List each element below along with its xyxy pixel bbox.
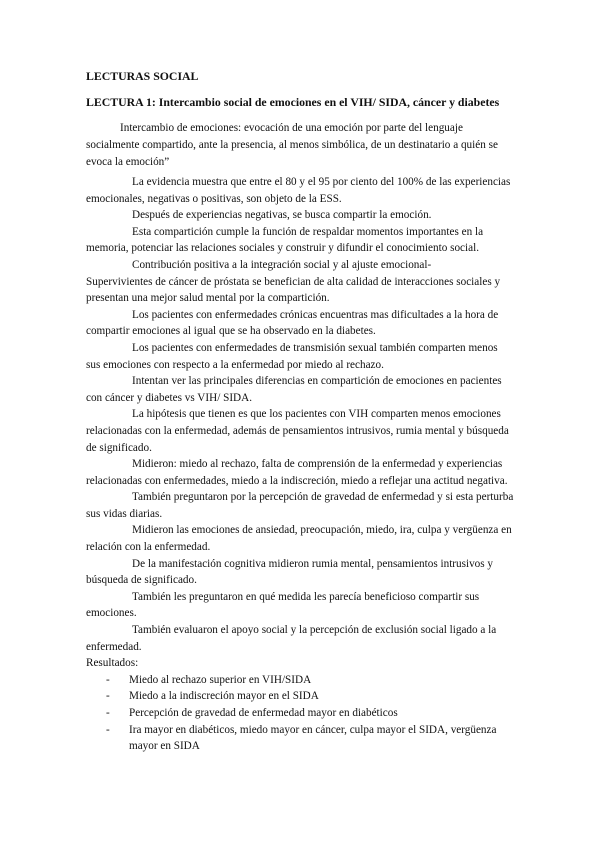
body-paragraph: Los pacientes con enfermedades crónicas encuentras mas dificultades a la hora de compartir emociones al igual que se ha observado en la diabetes. <box>86 308 499 338</box>
results-title: Resultados: <box>86 657 139 670</box>
document-body <box>86 174 514 755</box>
body-paragraph: Midieron: miedo al rechazo, falta de comprensión de la enfermedad y experiencias relacionadas con enfermedades, miedo a la indiscreción, miedo a reflejar una actitud negativa. <box>86 458 508 487</box>
body-paragraph: De la manifestación cognitiva midieron rumia mental, pensamientos intrusivos y búsqueda de significado. <box>86 557 494 587</box>
body-paragraph: También evaluaron el apoyo social y la percepción de exclusión social ligado a la enfermedad. <box>86 624 497 653</box>
body-paragraph: Supervivientes de cáncer de próstata se benefician de alta calidad de interacciones sociales y presentan una mejor salud mental por la compartición. <box>86 275 501 305</box>
list-item-text: Percepción de gravedad de enfermedad mayor en diabéticos <box>129 707 398 719</box>
list-item <box>106 705 514 722</box>
body-paragraph: La evidencia muestra que entre el 80 y el 95 por ciento del 100% de las experiencias emocionales, negativas o positivas, son objeto de la ESS. <box>86 176 511 205</box>
list-item <box>106 688 514 705</box>
list-item-text: Miedo al rechazo superior en VIH/SIDA <box>129 673 312 686</box>
document-title: LECTURAS SOCIAL <box>86 69 199 83</box>
list-item-text: Ira mayor en diabéticos, miedo mayor en cáncer, culpa mayor el SIDA, vergüenza mayor en SIDA <box>129 723 497 753</box>
list-item-text: Miedo a la indiscreción mayor en el SIDA <box>129 690 319 703</box>
bullet-dash: - <box>106 707 110 719</box>
body-paragraph: Después de experiencias negativas, se busca compartir la emoción. <box>132 209 432 222</box>
body-paragraph: Esta compartición cumple la función de respaldar momentos importantes en la memoria, potenciar las relaciones sociales y construir y difundir el conocimiento social. <box>86 225 484 255</box>
body-paragraph: La hipótesis que tienen es que los pacientes con VIH comparten menos emociones relacionadas con la enfermedad, además de pensamientos intrusivos, rumia mental y búsqueda de significado. <box>86 408 509 454</box>
results-list <box>86 672 514 755</box>
list-item <box>106 672 514 689</box>
body-paragraph: También les preguntaron en qué medida les parecía beneficioso compartir sus emociones. <box>86 590 480 620</box>
list-item <box>106 722 514 755</box>
body-paragraph: También preguntaron por la percepción de gravedad de enfermedad y si esta perturba sus vidas diarias. <box>86 491 514 520</box>
bullet-dash: - <box>106 723 110 736</box>
reading-heading: LECTURA 1: Intercambio social de emociones en el VIH/ SIDA, cáncer y diabetes <box>86 95 500 109</box>
body-paragraph: Intentan ver las principales diferencias en compartición de emociones en pacientes con cáncer y diabetes vs VIH/ SIDA. <box>86 375 502 404</box>
bullet-dash: - <box>106 673 110 686</box>
body-paragraph: Midieron las emociones de ansiedad, preocupación, miedo, ira, culpa y vergüenza en relación con la enfermedad. <box>86 524 512 554</box>
body-paragraph: Los pacientes con enfermedades de transmisión sexual también comparten menos sus emociones con respecto a la enfermedad por miedo al rechazo. <box>86 341 498 371</box>
definition-paragraph: Intercambio de emociones: evocación de una emoción por parte del lenguaje socialmente compartido, ante la presencia, al menos simbólica, de un destinatario a quién se evoca la emoción” <box>86 122 498 168</box>
body-paragraph: Contribución positiva a la integración social y al ajuste emocional- <box>132 258 432 271</box>
bullet-dash: - <box>106 690 110 703</box>
